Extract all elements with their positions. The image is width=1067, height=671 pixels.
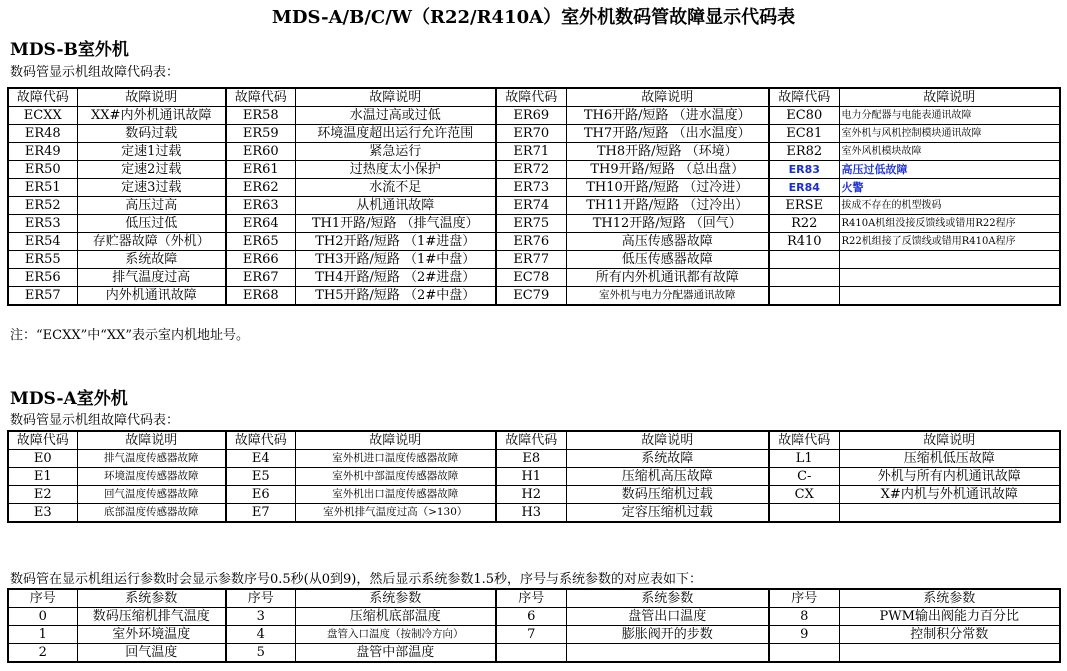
header-cell: 序号 xyxy=(8,589,77,608)
params-table xyxy=(7,588,1061,663)
description-cell: XX#内外机通讯故障 xyxy=(77,107,226,125)
description-cell: 数码压缩机排气温度 xyxy=(77,608,226,626)
table-row xyxy=(8,107,1060,125)
code-cell: ER57 xyxy=(8,287,77,306)
code-cell: ER76 xyxy=(496,233,566,251)
description-cell: 压缩机底部温度 xyxy=(295,608,496,626)
table-row xyxy=(8,644,1060,663)
code-cell: 0 xyxy=(8,608,77,626)
description-cell: 室外机排气温度过高（>130） xyxy=(295,504,496,523)
code-cell: 4 xyxy=(226,626,295,644)
section-b-note: 注：“ECXX”中“XX”表示室内机地址号。 xyxy=(10,328,250,343)
code-cell xyxy=(769,269,839,287)
code-cell: ER59 xyxy=(226,125,295,143)
code-cell: ER50 xyxy=(8,161,77,179)
description-cell: 回气温度传感器故障 xyxy=(77,486,226,504)
code-cell: 1 xyxy=(8,626,77,644)
code-cell xyxy=(769,251,839,269)
code-cell: ER51 xyxy=(8,179,77,197)
description-cell: 拔成不存在的机型拨码 xyxy=(839,197,1060,215)
code-cell: ERSE xyxy=(769,197,839,215)
header-cell: 序号 xyxy=(496,589,566,608)
description-cell: TH6开路/短路 （进水温度） xyxy=(566,107,769,125)
code-cell: EC80 xyxy=(769,107,839,125)
description-cell: 系统故障 xyxy=(566,450,769,468)
code-cell: ER63 xyxy=(226,197,295,215)
code-cell: ER82 xyxy=(769,143,839,161)
params-caption: 数码管在显示机组运行参数时会显示参数序号0.5秒(从0到9)，然后显示系统参数1.5秒，序号与系统参数的对应表如下： xyxy=(10,572,703,587)
code-cell: ER48 xyxy=(8,125,77,143)
description-cell: TH5开路/短路 （2#中盘） xyxy=(295,287,496,306)
description-cell: 室外环境温度 xyxy=(77,626,226,644)
code-cell: H2 xyxy=(496,486,566,504)
table-row xyxy=(8,197,1060,215)
description-cell: 排气温度过高 xyxy=(77,269,226,287)
table-row xyxy=(8,215,1060,233)
code-cell xyxy=(769,504,839,523)
header-cell: 故障代码 xyxy=(8,88,77,107)
code-cell: E3 xyxy=(8,504,77,523)
table-row xyxy=(8,233,1060,251)
code-cell: E6 xyxy=(226,486,295,504)
description-cell: 室外机与电力分配器通讯故障 xyxy=(566,287,769,306)
code-cell: 9 xyxy=(769,626,839,644)
header-cell: 系统参数 xyxy=(566,589,769,608)
section-a-heading: MDS-A室外机 xyxy=(10,389,128,409)
fault-code-table-b xyxy=(7,87,1061,306)
description-cell: 高压过高 xyxy=(77,197,226,215)
description-cell: 定容压缩机过载 xyxy=(566,504,769,523)
code-cell: H3 xyxy=(496,504,566,523)
description-cell: 紧急运行 xyxy=(295,143,496,161)
code-cell: ER71 xyxy=(496,143,566,161)
header-cell: 系统参数 xyxy=(295,589,496,608)
code-cell: ER68 xyxy=(226,287,295,306)
code-cell: EC78 xyxy=(496,269,566,287)
description-cell: 定速1过载 xyxy=(77,143,226,161)
description-cell: 所有内外机通讯都有故障 xyxy=(566,269,769,287)
description-cell: 底部温度传感器故障 xyxy=(77,504,226,523)
table-row xyxy=(8,626,1060,644)
code-cell: H1 xyxy=(496,468,566,486)
code-cell: ER72 xyxy=(496,161,566,179)
code-cell: ER83 xyxy=(769,161,839,179)
description-cell: TH4开路/短路 （2#进盘） xyxy=(295,269,496,287)
description-cell: 压缩机高压故障 xyxy=(566,468,769,486)
code-cell: ER69 xyxy=(496,107,566,125)
description-cell: 回气温度 xyxy=(77,644,226,663)
code-cell: ECXX xyxy=(8,107,77,125)
description-cell: R410A机组没接反馈线或错用R22程序 xyxy=(839,215,1060,233)
code-cell: ER73 xyxy=(496,179,566,197)
table-row xyxy=(8,486,1060,504)
code-cell: E0 xyxy=(8,450,77,468)
description-cell: TH10开路/短路 （过冷进） xyxy=(566,179,769,197)
description-cell: 存贮器故障（外机） xyxy=(77,233,226,251)
description-cell xyxy=(839,251,1060,269)
description-cell: PWM输出阀能力百分比 xyxy=(839,608,1060,626)
description-cell: 定速2过载 xyxy=(77,161,226,179)
code-cell: 3 xyxy=(226,608,295,626)
code-cell: ER54 xyxy=(8,233,77,251)
table-header-row xyxy=(8,431,1060,450)
description-cell: 膨胀阀开的步数 xyxy=(566,626,769,644)
description-cell: 室外机中部温度传感器故障 xyxy=(295,468,496,486)
description-cell: 电力分配器与电能表通讯故障 xyxy=(839,107,1060,125)
description-cell: 盘管出口温度 xyxy=(566,608,769,626)
header-cell: 故障说明 xyxy=(295,88,496,107)
description-cell: R22机组接了反馈线或错用R410A程序 xyxy=(839,233,1060,251)
description-cell: 排气温度传感器故障 xyxy=(77,450,226,468)
description-cell: 内外机通讯故障 xyxy=(77,287,226,306)
description-cell: 室外机出口温度传感器故障 xyxy=(295,486,496,504)
code-cell: E8 xyxy=(496,450,566,468)
header-cell: 故障说明 xyxy=(77,431,226,450)
description-cell: 外机与所有内机通讯故障 xyxy=(839,468,1060,486)
table-header-row xyxy=(8,589,1060,608)
code-cell: ER52 xyxy=(8,197,77,215)
code-cell: EC79 xyxy=(496,287,566,306)
code-cell: ER84 xyxy=(769,179,839,197)
description-cell: TH7开路/短路 （出水温度） xyxy=(566,125,769,143)
section-b-heading: MDS-B室外机 xyxy=(10,40,129,60)
page-title: MDS-A/B/C/W（R22/R410A）室外机数码管故障显示代码表 xyxy=(271,7,796,28)
table-row xyxy=(8,504,1060,523)
code-cell: ER62 xyxy=(226,179,295,197)
code-cell xyxy=(769,644,839,663)
header-cell: 故障代码 xyxy=(226,431,295,450)
description-cell: 高压过低故障 xyxy=(839,161,1060,179)
header-cell: 系统参数 xyxy=(77,589,226,608)
code-cell: ER74 xyxy=(496,197,566,215)
table-row xyxy=(8,161,1060,179)
table-row xyxy=(8,179,1060,197)
description-cell: 从机通讯故障 xyxy=(295,197,496,215)
description-cell: 水流不足 xyxy=(295,179,496,197)
description-cell: TH8开路/短路 （环境） xyxy=(566,143,769,161)
description-cell: 室外机与风机控制模块通讯故障 xyxy=(839,125,1060,143)
code-cell: 5 xyxy=(226,644,295,663)
code-cell: ER49 xyxy=(8,143,77,161)
description-cell: 过热度太小保护 xyxy=(295,161,496,179)
header-cell: 故障说明 xyxy=(295,431,496,450)
code-cell: ER77 xyxy=(496,251,566,269)
description-cell: 水温过高或过低 xyxy=(295,107,496,125)
table-header-row xyxy=(8,88,1060,107)
code-cell: ER65 xyxy=(226,233,295,251)
description-cell xyxy=(839,644,1060,663)
header-cell: 故障说明 xyxy=(566,431,769,450)
table-row xyxy=(8,608,1060,626)
code-cell: 8 xyxy=(769,608,839,626)
description-cell: 火警 xyxy=(839,179,1060,197)
description-cell: 盘管入口温度（按制冷方向） xyxy=(295,626,496,644)
header-cell: 故障代码 xyxy=(769,431,839,450)
description-cell: 高压传感器故障 xyxy=(566,233,769,251)
code-cell: R410 xyxy=(769,233,839,251)
code-cell: ER64 xyxy=(226,215,295,233)
table-row xyxy=(8,251,1060,269)
description-cell: 控制积分常数 xyxy=(839,626,1060,644)
code-cell: L1 xyxy=(769,450,839,468)
table-row xyxy=(8,468,1060,486)
header-cell: 故障代码 xyxy=(769,88,839,107)
table-row xyxy=(8,287,1060,306)
fault-code-table-a xyxy=(7,430,1061,523)
header-cell: 故障说明 xyxy=(566,88,769,107)
code-cell: ER53 xyxy=(8,215,77,233)
description-cell: 室外风机模块故障 xyxy=(839,143,1060,161)
code-cell: EC81 xyxy=(769,125,839,143)
description-cell: 环境温度超出运行允许范围 xyxy=(295,125,496,143)
code-cell: R22 xyxy=(769,215,839,233)
description-cell: TH2开路/短路 （1#进盘） xyxy=(295,233,496,251)
header-cell: 序号 xyxy=(769,589,839,608)
table-row xyxy=(8,269,1060,287)
code-cell: ER67 xyxy=(226,269,295,287)
code-cell: C- xyxy=(769,468,839,486)
description-cell xyxy=(839,269,1060,287)
description-cell: X#内机与外机通讯故障 xyxy=(839,486,1060,504)
header-cell: 系统参数 xyxy=(839,589,1060,608)
code-cell: ER70 xyxy=(496,125,566,143)
header-cell: 故障代码 xyxy=(496,88,566,107)
description-cell xyxy=(566,644,769,663)
description-cell: 盘管中部温度 xyxy=(295,644,496,663)
code-cell: ER55 xyxy=(8,251,77,269)
description-cell xyxy=(839,504,1060,523)
description-cell: TH9开路/短路 （总出盘） xyxy=(566,161,769,179)
code-cell: ER75 xyxy=(496,215,566,233)
code-cell: ER66 xyxy=(226,251,295,269)
header-cell: 故障代码 xyxy=(8,431,77,450)
header-cell: 故障说明 xyxy=(77,88,226,107)
header-cell: 故障代码 xyxy=(496,431,566,450)
code-cell: E4 xyxy=(226,450,295,468)
description-cell: 数码压缩机过载 xyxy=(566,486,769,504)
code-cell: ER56 xyxy=(8,269,77,287)
description-cell: 低压过低 xyxy=(77,215,226,233)
code-cell: CX xyxy=(769,486,839,504)
code-cell: ER61 xyxy=(226,161,295,179)
description-cell: TH11开路/短路 （过冷出） xyxy=(566,197,769,215)
code-cell: 6 xyxy=(496,608,566,626)
code-cell: E5 xyxy=(226,468,295,486)
code-cell: ER60 xyxy=(226,143,295,161)
description-cell: 系统故障 xyxy=(77,251,226,269)
description-cell: 定速3过载 xyxy=(77,179,226,197)
description-cell: TH3开路/短路 （1#中盘） xyxy=(295,251,496,269)
code-cell: E7 xyxy=(226,504,295,523)
description-cell: 室外机进口温度传感器故障 xyxy=(295,450,496,468)
description-cell: 环境温度传感器故障 xyxy=(77,468,226,486)
table-row xyxy=(8,125,1060,143)
section-b-caption: 数码管显示机组故障代码表： xyxy=(10,65,180,80)
header-cell: 故障说明 xyxy=(839,88,1060,107)
code-cell: 7 xyxy=(496,626,566,644)
description-cell: 数码过载 xyxy=(77,125,226,143)
description-cell: 压缩机低压故障 xyxy=(839,450,1060,468)
code-cell: E2 xyxy=(8,486,77,504)
description-cell: TH1开路/短路 （排气温度） xyxy=(295,215,496,233)
description-cell xyxy=(839,287,1060,306)
header-cell: 故障说明 xyxy=(839,431,1060,450)
header-cell: 序号 xyxy=(226,589,295,608)
code-cell xyxy=(496,644,566,663)
code-cell xyxy=(769,287,839,306)
header-cell: 故障代码 xyxy=(226,88,295,107)
table-row xyxy=(8,143,1060,161)
section-a-caption: 数码管显示机组故障代码表： xyxy=(10,413,180,428)
code-cell: ER58 xyxy=(226,107,295,125)
code-cell: 2 xyxy=(8,644,77,663)
code-cell: E1 xyxy=(8,468,77,486)
description-cell: 低压传感器故障 xyxy=(566,251,769,269)
table-row xyxy=(8,450,1060,468)
description-cell: TH12开路/短路 （回气） xyxy=(566,215,769,233)
